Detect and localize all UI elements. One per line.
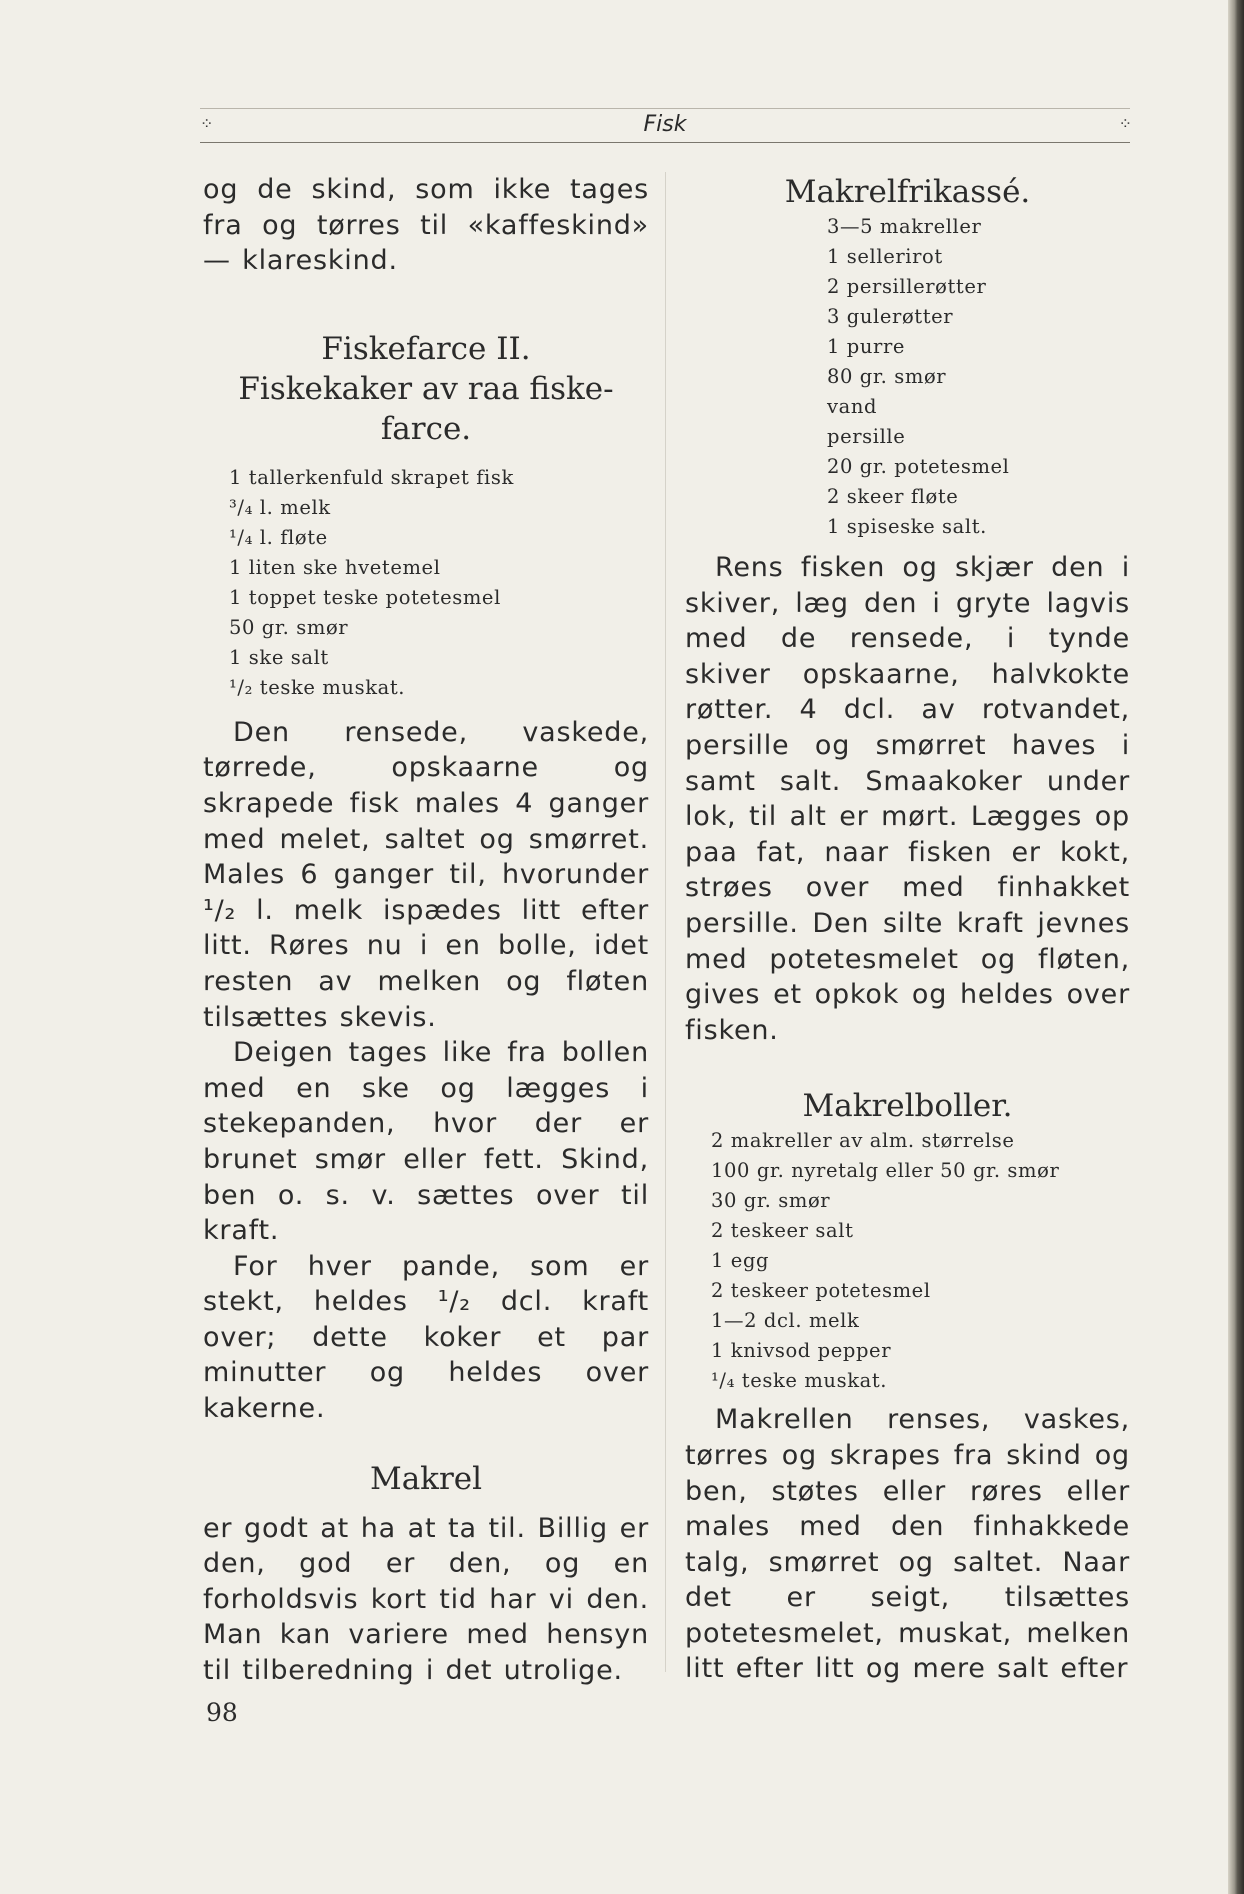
ornament-right-icon: ⁘ xyxy=(1118,114,1130,133)
ingredient: ¹/₄ teske muskat. xyxy=(711,1369,888,1393)
boller-paragraph: Makrellen renses, vaskes, tørres og skrapes fra skind og ben, støtes eller røres eller males med den finhakkede talg, smørret og saltet. Naar det er seigt, tilsættes potetesmelet, muskat, melken litt efter litt og mere salt efter xyxy=(685,1404,1130,1685)
ingredient: 3—5 makreller xyxy=(827,215,982,238)
ingredient: 1 egg xyxy=(711,1249,770,1273)
frikasse-paragraph: Rens fisken og skjær den i skiver, læg den i gryte lagvis med de rensede, i tynde skiver opskaarne, halvkokte røtter. 4 dcl. av rotvandet, persille og smørret haves i samt salt. Smaakoker under lok, til alt er mørt. Lægges op paa fat, naar fisken er kokt, strøes over med finhakket persille. Den silte kraft jevnes med potetesmelet og fløten, gives et opkok og heldes over fisken. xyxy=(685,552,1130,1046)
fiskefarce-paragraph: Deigen tages like fra bollen med en ske og lægges i stekepanden, hvor der er brunet smør eller fett. Skind, ben o. s. v. sættes over til kraft. xyxy=(203,1037,649,1247)
ingredient: 2 persillerøtter xyxy=(827,275,987,298)
ingredient: 2 makreller av alm. størrelse xyxy=(711,1129,1015,1153)
right-column xyxy=(685,172,1130,1687)
ingredient: 1 liten ske hvetemel xyxy=(229,555,441,579)
makrel-heading: Makrel xyxy=(369,1460,483,1497)
ornament-left-icon: ⁘ xyxy=(200,114,212,133)
ingredient: 50 gr. smør xyxy=(229,615,349,639)
running-header xyxy=(200,108,1130,142)
ingredient: ¹/₂ teske muskat. xyxy=(229,675,406,699)
ingredient: ³/₄ l. melk xyxy=(229,495,331,519)
ingredient: persille xyxy=(827,425,906,448)
fiskekaker-heading: Fiskekaker av raa fiske-farce. xyxy=(238,370,614,447)
ingredient: vand xyxy=(827,395,878,418)
boller-ingredient-list xyxy=(685,1126,1130,1396)
fiskefarce-heading: Fiskefarce II. xyxy=(321,330,531,367)
intro-paragraph: og de skind, som ikke tages fra og tørres til «kaffeskind» — klareskind. xyxy=(203,174,649,277)
frikasse-ingredient-list xyxy=(685,212,1130,542)
page-number: 98 xyxy=(206,1698,238,1727)
ingredient: 20 gr. potetesmel xyxy=(827,455,1010,478)
ingredient: ¹/₄ l. fløte xyxy=(229,525,328,549)
makrel-paragraph: er godt at ha at ta til. Billig er den, god er den, og en forholdsvis kort tid har vi den. Man kan variere med hensyn til tilberedning i det utrolige. xyxy=(203,1512,649,1687)
ingredient: 1 toppet teske potetesmel xyxy=(229,585,501,609)
ingredient: 1 knivsod pepper xyxy=(711,1339,892,1363)
ingredient: 2 teskeer salt xyxy=(711,1219,854,1243)
fiskefarce-paragraph: Den rensede, vaskede, tørrede, opskaarne og skrapede fisk males 4 ganger med melet, saltet og smørret. Males 6 ganger til, hvorunder ¹/₂ l. melk ispædes litt efter litt. Røres nu i en bolle, idet resten av melken og fløten tilsættes skevis. xyxy=(203,716,649,1033)
ingredient: 1 sellerirot xyxy=(827,245,943,268)
ingredient: 1 ske salt xyxy=(229,645,329,669)
ingredient: 80 gr. smør xyxy=(827,365,947,388)
makrelfrikasse-heading: Makrelfrikassé. xyxy=(784,174,1031,210)
ingredient: 2 teskeer potetesmel xyxy=(711,1279,931,1303)
ingredient: 30 gr. smør xyxy=(711,1189,831,1213)
running-title: Fisk xyxy=(643,112,687,137)
ingredient: 1—2 dcl. melk xyxy=(711,1309,860,1333)
ingredient: 1 spiseske salt. xyxy=(827,515,987,538)
ingredient: 1 tallerkenfuld skrapet fisk xyxy=(229,465,514,489)
ingredient: 2 skeer fløte xyxy=(827,485,959,508)
page-edge-shadow xyxy=(1228,0,1244,1894)
ingredient: 100 gr. nyretalg eller 50 gr. smør xyxy=(711,1159,1060,1183)
makrelboller-heading: Makrelboller. xyxy=(802,1088,1013,1125)
header-rule xyxy=(200,142,1130,143)
left-column xyxy=(203,172,649,1689)
fiskefarce-ingredient-list xyxy=(203,463,649,703)
fiskefarce-paragraph: For hver pande, som er stekt, heldes ¹/₂ dcl. kraft over; dette koker et par minutter og heldes over kakerne. xyxy=(203,1250,649,1425)
ingredient: 3 gulerøtter xyxy=(827,305,954,328)
column-divider xyxy=(665,172,666,1672)
ingredient: 1 purre xyxy=(827,335,906,358)
